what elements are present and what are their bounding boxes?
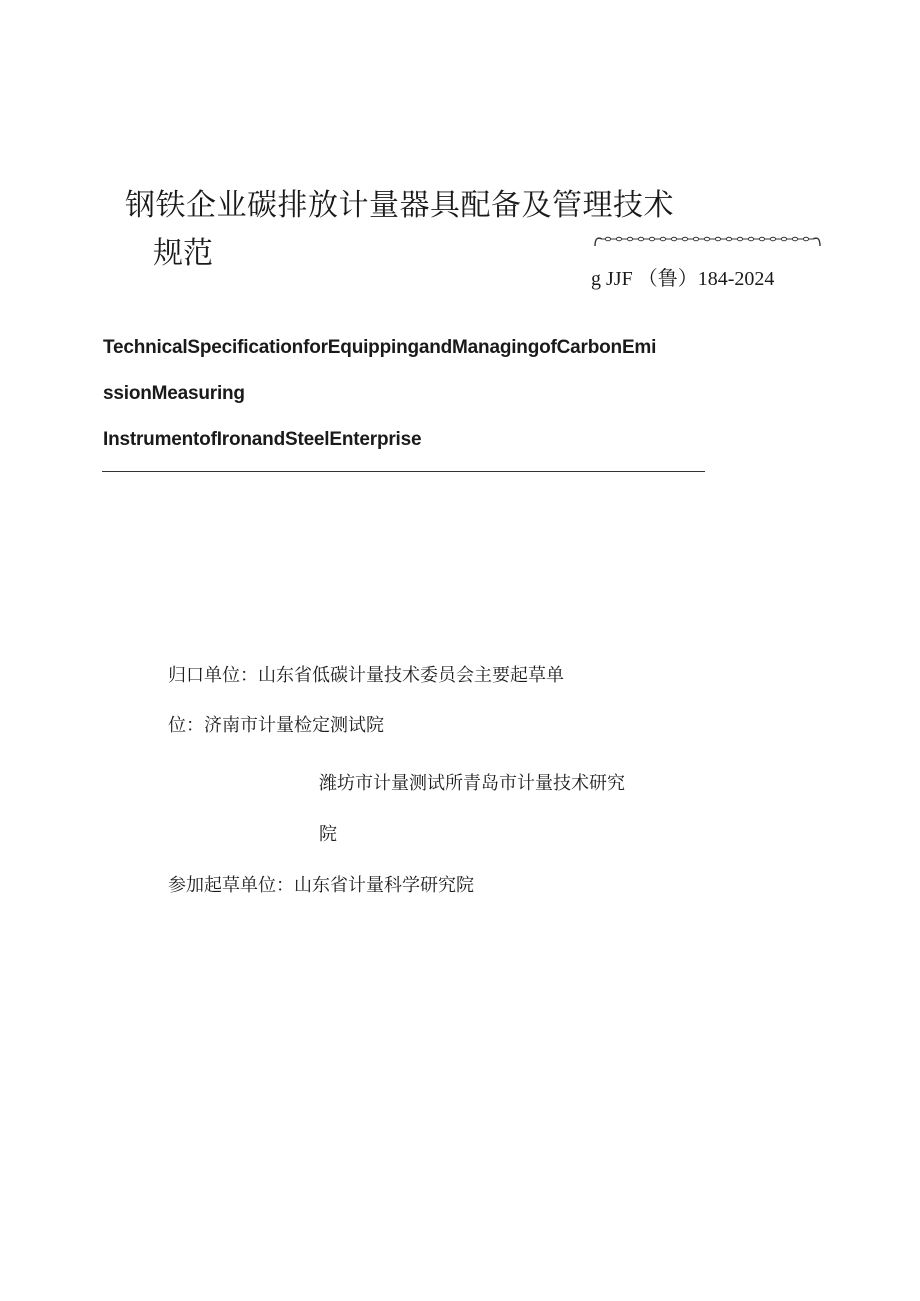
document-title-line-1: 钢铁企业碳排放计量器具配备及管理技术 bbox=[125, 188, 674, 223]
drafting-unit-line-4: 院 bbox=[319, 824, 337, 845]
responsible-unit-line-1: 归口单位：山东省低碳计量技术委员会主要起草单 bbox=[168, 665, 564, 686]
standard-code: g JJF （鲁）184-2024 bbox=[591, 268, 775, 290]
decorative-border-ornament bbox=[592, 233, 823, 249]
participating-drafting-unit: 参加起草单位：山东省计量科学研究院 bbox=[168, 875, 474, 896]
document-title-line-2: 规范 bbox=[153, 236, 213, 271]
title-divider bbox=[102, 471, 705, 472]
drafting-unit-line-3: 潍坊市计量测试所青岛市计量技术研究 bbox=[319, 773, 625, 794]
responsible-unit-line-2: 位：济南市计量检定测试院 bbox=[168, 715, 384, 736]
english-title-line-2: ssionMeasuring bbox=[103, 383, 245, 404]
english-title-line-3: InstrumentofIronandSteelEnterprise bbox=[103, 429, 422, 450]
english-title-line-1: TechnicalSpecificationforEquippingandManagingofCarbonEmi bbox=[103, 337, 657, 358]
